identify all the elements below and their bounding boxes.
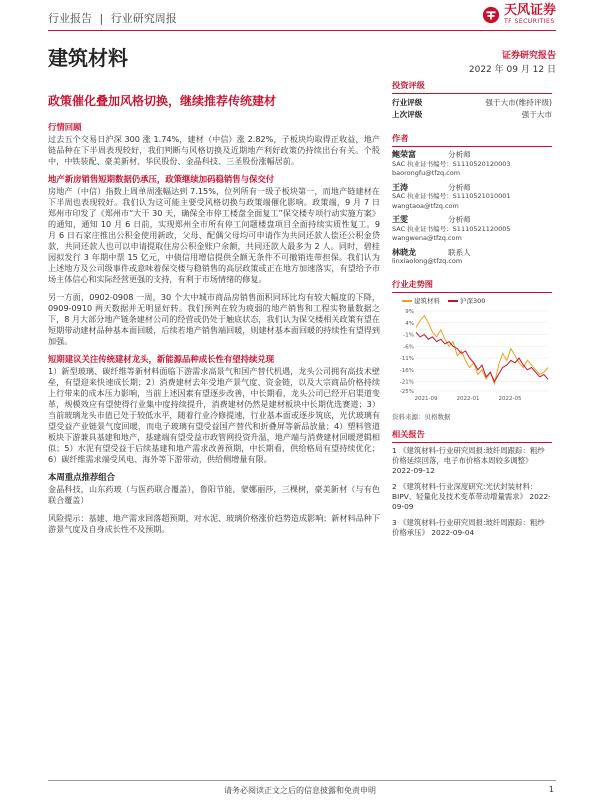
author-email[interactable]: wangtaoa@tfzq.com [392,201,459,210]
sidebar [392,80,552,544]
rating-row [392,109,552,121]
rating-heading: 投资评级 [392,80,552,94]
page-number: 1 [548,785,554,794]
rating-label: 上次评级 [392,110,423,119]
report-label: 证券研究报告 [501,51,556,61]
page-title: 建筑材料 [48,46,128,70]
author-block [392,183,552,212]
chart-source: 资料来源：贝格数据 [392,412,451,421]
header-divider [48,30,556,31]
x-tick-label: 2022-05 [498,395,522,402]
y-tick-label: 4% [405,320,414,327]
series-line [416,315,548,383]
rating-row [392,97,552,109]
section-paragraph: 房地产（中信）指数上周单周涨幅达到 7.15%，位列所有一级子板块第一，而地产链建材在下半周也表现较好。我们认为这可能主要受风格切换与政策端催化影响。政策端，9 月 7 日郑州市印发了《郑州市“大干 30 天，确保全市停工楼盘全面复工”保交楼专项行动实施方案》的通知，通知 10 月 6 日前，实现郑州全市所有停工问题楼盘项目全面持续实质性复工。9 月 6 日石家庄推出公积金使用新政，父母、配偶父母均可申请作为共同还款人偿还公积金贷款，共同还款人也可以申请提取住房公积金账户余额，共同还款人最多为 2 人。同时，碧桂园拟发行 3 年期中票 15 亿元，中债信用增信提供全额无条件不可撤销连带担保。我们认为上述地方及公司级事件或意味着保交楼与稳销售的高层政策或正在地方加速落实，有望给予市场主体信心和实际经营更强的支持，有利于市场情绪的修复。 [48,186,380,284]
series-line [416,332,548,381]
related-report[interactable]: 1 《建筑材料-行业研究周报:玻纤周跟踪：粗纱价格延续回落，电子布价格本周较多调整》 2022-09-12 [392,445,545,475]
section-heading: 本周重点推荐组合 [48,472,115,482]
section-paragraph: 1）新型玻璃、碳纤维等新材料面临下游需求高景气和国产替代机遇，龙头公司拥有高技术壁垒，有望迎来快速成长期；2）消费建材去年受地产景气度、资金链，以及大宗商品价格持续上行带来的成本压力影响，当前上述因素有望逐步改善，中长期看，龙头公司已经开启渠道变革，规模效应有望使得行业集中度持续提升，消费建材仍然是建材板块中长期优选赛道；3）当前玻璃龙头市值已处于较低水平，随着行业冷修提速，行业基本面或逐步筑底，光伏玻璃有望受益产业链景气度回暖，而电子玻璃有望受益国产替代和折叠屏等新品放量；4）塑料管道板块下游兼具基建和地产，基建端有望受益市政管网投资升温，地产端与消费建材回暖逻辑相似；5）水泥有望受益于后续基建和地产需求改善预期，中长期看，供给格局有望持续优化；6）碳纤维需求端受风电、海外等下游带动，供给侧增量有限。 [48,366,380,464]
y-tick-label: -11% [399,355,414,362]
legend-item [448,296,485,305]
logo-text-cn: 天风证券 [503,3,556,18]
section-heading: 行情回顾 [48,122,82,132]
x-tick-label: 2021-09 [414,395,438,402]
section-paragraph: 金晶科技，山东药玻（与医药联合覆盖），鲁阳节能，蒙娜丽莎，三棵树，豪美新材（与有色联合覆盖） [48,484,380,505]
y-tick-label: -25% [399,388,414,395]
footer-divider [48,780,556,781]
section-real-estate [48,174,380,347]
author-block [392,215,552,244]
y-tick-label: -1% [403,332,414,339]
legend-item [402,296,440,305]
author-block [392,248,552,267]
related-report[interactable]: 2 《建筑材料-行业深度研究:光伏封装材料：BIPV、轻量化及技术变革带动增量需求》 2022-09-09 [392,481,551,511]
chart-heading: 行业走势图 [392,279,552,293]
section-paragraph: 过去五个交易日沪深 300 涨 1.74%，建材（中信）涨 2.82%，子板块均取得正收益，地产链品种在下半周表现较好，我们判断与风格切换及近期地产利好政策仍持续出台有关。个股中，中铁装配、豪美新材、华民股份、金晶科技、三圣股份涨幅居前。 [48,134,380,166]
author-role: 分析师 [448,150,471,159]
y-tick-label: 9% [405,308,414,315]
section-heading: 短期建议关注传统建材龙头，新能源品种成长性有望持续兑现 [48,354,275,364]
legend-swatch [448,300,458,302]
footer-disclaimer: 请务必阅读正文之后的信息披露和免责申明 [224,786,376,795]
chart-legend [402,296,552,305]
breadcrumb-separator: | [99,12,104,25]
section-paragraph: 另一方面，0902-0908 一周，30 个大中城市商品房销售面积同环比均有较大幅度的下降，0909-0910 两天数据并无明显好转。我们预判在较为疲弱的地产销售和工程实物量数据之下，8 月大部分地产链条建材公司的经营或仍处于触底状态，我们认为保交楼相关政策有望在短期带动建材品种基本面回暖，后续若地产销售端回暖，则建材基本面回暖的持续性有望得到加强。 [48,292,380,346]
tf-logo-icon [482,6,500,24]
company-logo [482,4,556,25]
risk-warning: 风险提示：基建、地产需求回落超预期，对水泥、玻璃价格涨价趋势造成影响；新材料品种下游景气度及自身成长性不及预期。 [48,513,380,534]
author-cert: SAC 执业证书编号：S1110520120003 [392,159,511,168]
author-role: 分析师 [448,182,471,192]
report-subtitle: 政策催化叠加风格切换，继续推荐传统建材 [48,94,277,108]
author-name: 鲍荣富 [392,150,416,159]
author-role: 分析师 [448,215,471,224]
logo-text-en: TF SECURITIES [503,18,555,25]
y-tick-label: -16% [399,367,414,374]
author-email[interactable]: wangwena@tfzq.com [392,234,462,242]
section-recommendation [48,354,380,465]
rating-label: 行业评级 [392,98,423,107]
legend-label: 建筑材料 [414,296,440,305]
related-report[interactable]: 3 《建筑材料-行业研究周报:玻纤周跟踪：粗纱价格承压》 2022-09-04 [392,517,545,537]
author-heading: 作者 [392,133,552,147]
author-name: 林晓龙 [392,247,416,257]
legend-label: 沪深300 [460,296,486,305]
y-tick-label: -21% [399,379,414,386]
rating-value: 强于大市 [521,110,552,119]
section-portfolio [48,472,380,506]
author-cert: SAC 执业证书编号：S1110521010001 [392,192,511,200]
section-risk [48,513,380,535]
author-name: 王涛 [392,182,408,192]
main-content [48,122,380,542]
legend-swatch [402,300,412,302]
related-heading: 相关报告 [392,429,552,443]
section-market-review [48,122,380,167]
header-breadcrumb [48,10,177,26]
author-email[interactable]: baorongfu@tfzq.com [392,169,461,177]
author-role: 联系人 [448,247,471,257]
section-heading: 地产新房销售短期数据仍承压，政策继续加码稳销售与保交付 [48,174,275,184]
industry-trend-chart [392,307,552,407]
author-email[interactable]: linxiaolong@tfzq.com [392,257,463,265]
report-subtype: 行业研究周报 [110,12,177,25]
x-tick-label: 2022-01 [456,395,480,402]
rating-value: 强于大市(维持评级) [485,98,552,107]
report-date: 2022 年 09 月 12 日 [468,65,556,75]
author-name: 王雯 [392,215,408,224]
author-cert: SAC 执业证书编号：S1110521120005 [392,224,511,233]
y-tick-label: -6% [403,343,414,350]
report-type: 行业报告 [48,12,92,25]
author-block [392,150,552,179]
